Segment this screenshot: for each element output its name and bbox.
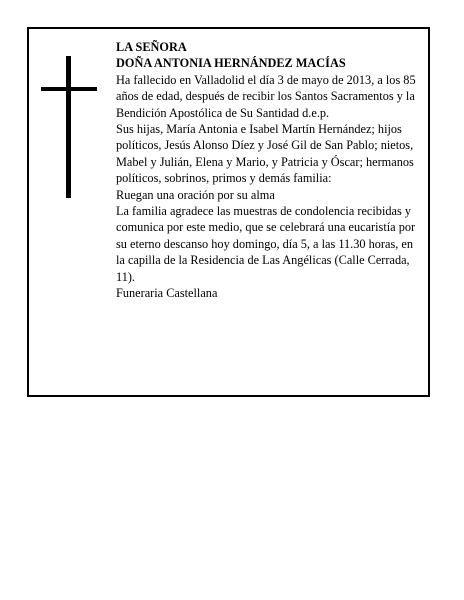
obituary-notice xyxy=(27,27,430,397)
family-members: Sus hijas, María Antonia e Isabel Martín Hernández; hijos políticos, Jesús Alonso Díez y José Gil de San Pablo; nietos, Mabel y Julián, Elena y Mario, y Patricia y Óscar; hermanos políticos, sobrinos, primos y demás familia: xyxy=(116,122,414,186)
funeral-home: Funeraria Castellana xyxy=(116,286,218,301)
cross-horizontal-bar xyxy=(41,87,97,91)
death-announcement: Ha fallecido en Valladolid el día 3 de mayo de 2013, a los 85 años de edad, después de recibir los Santos Sacramentos y la Bendición Apostólica de Su Santidad d.e.p. xyxy=(116,72,416,120)
deceased-name: DOÑA ANTONIA HERNÁNDEZ MACÍAS xyxy=(116,56,346,71)
cross-icon xyxy=(41,56,97,198)
cross-vertical-bar xyxy=(66,56,71,198)
notice-text xyxy=(116,39,420,302)
prayer-request: Ruegan una oración por su alma xyxy=(116,187,275,202)
notice-title: LA SEÑORA xyxy=(116,40,187,54)
mass-announcement: La familia agradece las muestras de condolencia recibidas y comunica por este medio, que se celebrará una eucaristía por su eterno descanso hoy domingo, día 5, a las 11.30 horas, en la capilla de la Residencia de Las Angélicas (Calle Cerrada, 11). xyxy=(116,204,416,284)
